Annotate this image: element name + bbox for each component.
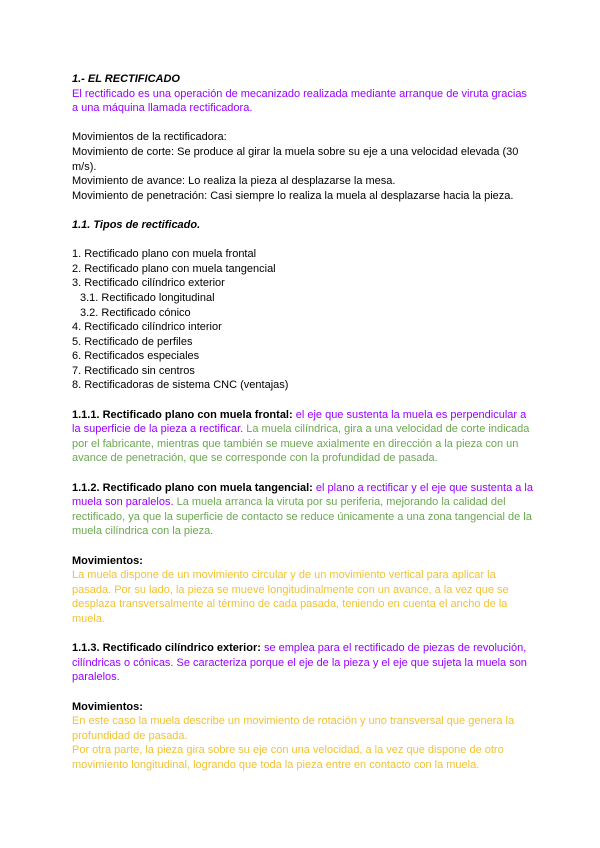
purple-text: se emplea para el rectificado de piezas de revolución, cilíndricas o cónicas. Se caracteriza porque el eje de la pieza y el eje que sujeta la muela son paralelos. bbox=[72, 642, 527, 684]
movement-corte: Movimiento de corte: Se produce al girar la muela sobre su eje a una velocidad elevada (30 m/s). bbox=[72, 145, 519, 173]
list-item: 3. Rectificado cilíndrico exterior bbox=[72, 277, 225, 290]
section-1-1-3 bbox=[72, 641, 534, 685]
purple-text: el eje que sustenta la muela es perpendicular a la superficie de la pieza a rectificar. bbox=[72, 408, 527, 436]
section-title: 1.- EL RECTIFICADO bbox=[72, 73, 180, 85]
types-title: 1.1. Tipos de rectificado. bbox=[72, 218, 201, 231]
list-item: 4. Rectificado cilíndrico interior bbox=[72, 321, 222, 334]
movements-text: En este caso la muela describe un movimiento de rotación y uno transversal que genera la profundidad de pasada. bbox=[72, 715, 515, 742]
purple-text: el plano a rectificar y el eje que sustenta a la muela son paralelos. bbox=[72, 481, 533, 509]
section-1-1-1 bbox=[72, 408, 534, 466]
list-item: 6. Rectificados especiales bbox=[72, 350, 200, 363]
movements-heading: Movimientos: bbox=[72, 700, 143, 713]
list-item: 8. Rectificadoras de sistema CNC (ventajas) bbox=[72, 379, 289, 392]
intro-paragraph: El rectificado es una operación de mecanizado realizada mediante arranque de viruta gracias a una máquina llamada rectificadora. bbox=[72, 87, 527, 115]
list-item: 2. Rectificado plano con muela tangencial bbox=[72, 262, 276, 275]
movements-header: Movimientos de la rectificadora: bbox=[72, 131, 227, 144]
movement-penetracion: Movimiento de penetración: Casi siempre lo realiza la muela al desplazarse hacia la pieza. bbox=[72, 189, 514, 202]
list-item: 3.2. Rectificado cónico bbox=[80, 306, 191, 319]
section-heading: 1.1.1. Rectificado plano con muela frontal: bbox=[72, 408, 293, 421]
section-1-1-2 bbox=[72, 481, 534, 539]
movement-avance: Movimiento de avance: Lo realiza la pieza al desplazarse la mesa. bbox=[72, 175, 396, 188]
green-text: La muela cilíndrica, gira a una velocidad de corte indicada por el fabricante, mientras que también se mueve axialmente en dirección a la pieza con un avance de penetración, que se corresponde con la profundidad de pasada. bbox=[72, 423, 530, 465]
list-item: 1. Rectificado plano con muela frontal bbox=[72, 248, 257, 261]
section-heading: 1.1.3. Rectificado cilíndrico exterior: bbox=[72, 642, 261, 655]
list-item: 3.1. Rectificado longitudinal bbox=[80, 291, 215, 304]
section-heading: 1.1.2. Rectificado plano con muela tangencial: bbox=[72, 481, 313, 494]
movements-heading: Movimientos: bbox=[72, 554, 143, 567]
document-page bbox=[72, 72, 534, 773]
movements-text: La muela dispone de un movimiento circular y de un movimiento vertical para aplicar la pasada. Por su lado, la pieza se mueve longitudinalmente con un avance, a la vez que se desplaza transversalmente al término de cada pasada, teniendo en cuenta el ancho de la muela. bbox=[72, 569, 509, 625]
movements-text: Por otra parte, la pieza gira sobre su eje con una velocidad, a la vez que dispone de otro movimiento longitudinal, logrando que toda la pieza entre en contacto con la muela. bbox=[72, 744, 504, 771]
list-item: 7. Rectificado sin centros bbox=[72, 364, 195, 377]
list-item: 5. Rectificado de perfiles bbox=[72, 335, 193, 348]
green-text: La muela arranca la viruta por su periferia, mejorando la calidad del rectificado, ya que la superficie de contacto se reduce únicamente a una zona tangencial de la muela cilíndrica con la pieza. bbox=[72, 496, 532, 538]
